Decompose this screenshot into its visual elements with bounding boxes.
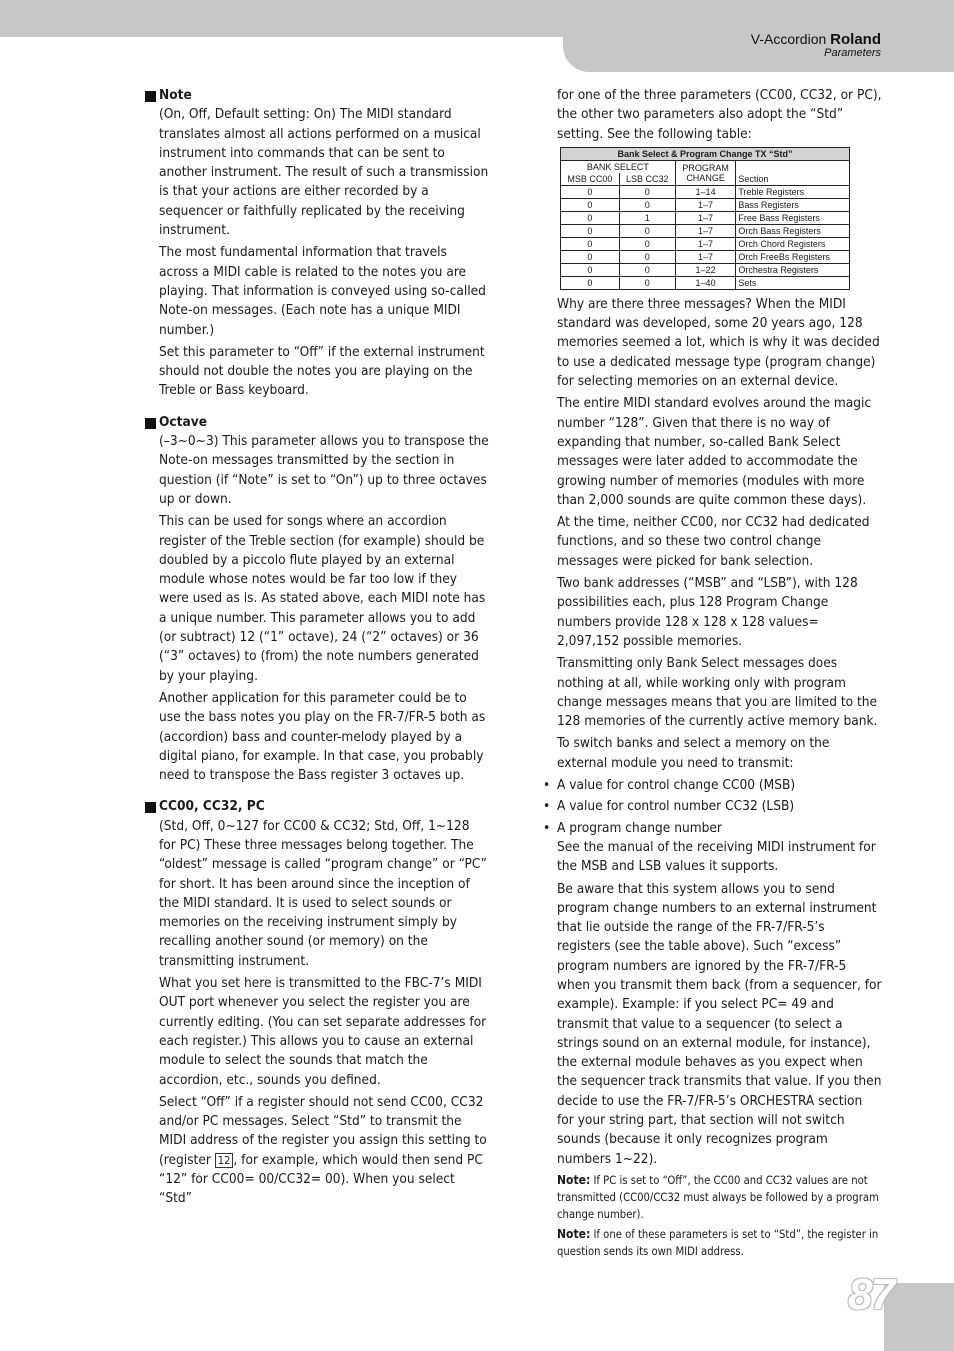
note: Note: If PC is set to “Off”, the CC00 and CC32 values are not transmitted (CC00/CC32 must always be followed by a program change number). <box>557 1172 879 1221</box>
table-row <box>561 185 850 198</box>
table-cell-lsb: 0 <box>619 185 675 198</box>
table-caption: Bank Select & Program Change TX “Std” <box>561 147 850 160</box>
table-cell-section: Orchestra Registers <box>736 263 850 276</box>
paragraph: Two bank addresses (“MSB” and “LSB”), with 128 possibilities each, plus 128 Program Change numbers provide 128 x 128 x 128 values= 2,097,152 possible memories. <box>557 575 858 649</box>
table-cell-section: Free Bass Registers <box>736 211 850 224</box>
square-bullet-icon <box>145 802 156 813</box>
table-cell-pc: 1–22 <box>675 263 736 276</box>
paragraph: (Std, Off, 0~127 for CC00 & CC32; Std, Off, 1~128 for PC) These three messages belong together. The “oldest” message is called “program change” or “PC” for short. It has been around since the inception of the MIDI standard. It is used to select sounds or memories on the receiving instrument simply by recalling another sound (or memory) on the transmitting instrument. <box>159 817 488 969</box>
table-cell-lsb: 0 <box>619 198 675 211</box>
list-item: • A value for control number CC32 (LSB) <box>543 798 795 815</box>
col-header-section: Section <box>736 160 850 185</box>
paragraph: To switch banks and select a memory on the external module you need to transmit: <box>557 735 830 771</box>
table-row <box>561 250 850 263</box>
paragraph: for one of the three parameters (CC00, CC32, or PC), the other two parameters also adopt the “Std” setting. See the following table: <box>557 87 882 142</box>
paragraph: (On, Off, Default setting: On) The MIDI standard translates almost all actions performed on a musical instrument into commands that can be sent to another instrument. The result of such a transmission is that your actions are either recorded by a sequencer or faithfully replicated by the receiving instrument. <box>159 106 489 239</box>
table-cell-pc: 1–7 <box>675 211 736 224</box>
list-item: • A program change number <box>543 819 722 836</box>
table-cell-section: Bass Registers <box>736 198 850 211</box>
page-number-box <box>884 1283 954 1351</box>
table-cell-lsb: 0 <box>619 263 675 276</box>
col-header-program-change: PROGRAM CHANGE <box>675 160 736 185</box>
col-header-bank-select: BANK SELECT <box>561 160 676 173</box>
right-column <box>543 86 882 1263</box>
running-header <box>751 31 881 48</box>
paragraph: Transmitting only Bank Select messages does nothing at all, while working only with program change messages means that you are limited to the 128 memories of the currently active memory bank. <box>557 655 878 730</box>
square-bullet-icon <box>145 91 156 102</box>
paragraph: What you set here is transmitted to the FBC-7’s MIDI OUT port whenever you select the register you are currently editing. (You can set separate addresses for each register.) This allows you to cause an external module to select the sounds that match the accordion, etc., sounds you defined. <box>159 975 487 1088</box>
table-cell-section: Orch Bass Registers <box>736 224 850 237</box>
paragraph: The most fundamental information that travels across a MIDI cable is related to the notes you are playing. That information is conveyed using so-called Note-on messages. (Each note has a unique MIDI number.) <box>159 244 486 338</box>
paragraph: Be aware that this system allows you to send program change numbers to an external instrument that lie outside the range of the FR-7/FR-5’s registers (see the table above). Such “excess” program numbers are ignored by the FR-7/FR-5 when you transmit them back (from a sequencer, for example). Example: if you select PC= 49 and transmit that value to a sequencer (to select a strings sound on an external module, for instance), the external module behaves as you expect when the sequencer track transmits that value. If you then decide to use the FR-7/FR-5’s ORCHESTRA section for your string part, that section will not switch sounds (because it only recognizes program numbers 1~22). <box>557 880 882 1167</box>
table-cell-pc: 1–7 <box>675 237 736 250</box>
note: Note: If one of these parameters is set to “Std”, the register in question sends its own MIDI address. <box>557 1226 879 1258</box>
table-cell-section: Orch FreeBs Registers <box>736 250 850 263</box>
paragraph: (–3~0~3) This parameter allows you to transpose the Note-on messages transmitted by the section in question (if “Note” is set to “On”) up to three octaves up or down. <box>159 433 489 507</box>
table-cell-pc: 1–7 <box>675 198 736 211</box>
paragraph: Set this parameter to “Off” if the external instrument should not double the notes you are playing on the Treble or Bass keyboard. <box>159 343 485 399</box>
paragraph: Another application for this parameter could be to use the bass notes you play on the FR-7/FR-5 both as (accordion) bass and counter-melody played by a digital piano, for example. In that case, you probably need to transpose the Bass register 3 octaves up. <box>159 689 486 784</box>
section-name: Parameters <box>824 47 881 59</box>
table-cell-pc: 1–14 <box>675 185 736 198</box>
table-cell-msb: 0 <box>561 237 620 250</box>
table-cell-section: Orch Chord Registers <box>736 237 850 250</box>
square-bullet-icon <box>145 418 156 429</box>
table-cell-section: Treble Registers <box>736 185 850 198</box>
paragraph: Select “Off” if a register should not send CC00, CC32 and/or PC messages. Select “Std” to transmit the MIDI address of the register you assign this setting to (register 12 , for example, which would then send PC “12” for CC00= 00/CC32= 00). When you select “Std” <box>159 1093 487 1207</box>
table-cell-lsb: 0 <box>619 224 675 237</box>
paragraph: The entire MIDI standard evolves around the magic number “128”. Given that there is no way of expanding that number, so-called Bank Select messages were later added to accommodate the growing number of memories (modules with more than 2,000 sounds are quite common these days). <box>557 395 872 508</box>
table-cell-lsb: 1 <box>619 211 675 224</box>
table-cell-lsb: 0 <box>619 237 675 250</box>
table-cell-msb: 0 <box>561 224 620 237</box>
table-row <box>561 224 850 237</box>
list-item: • A value for control change CC00 (MSB) <box>543 777 796 794</box>
table-cell-pc: 1–40 <box>675 276 736 289</box>
paragraph: Why are there three messages? When the MIDI standard was developed, some 20 years ago, 128 memories seemed a lot, which is why it was decided to use a dedicated message type (program change) for selecting memories on an external device. <box>557 295 880 390</box>
col-header-lsb: LSB CC32 <box>619 173 675 186</box>
table-cell-msb: 0 <box>561 263 620 276</box>
table-cell-lsb: 0 <box>619 250 675 263</box>
heading-octave: Octave <box>144 413 489 432</box>
register-number-box: 12 <box>215 1153 234 1168</box>
table-cell-pc: 1–7 <box>675 224 736 237</box>
table-row <box>561 237 850 250</box>
table-row <box>561 263 850 276</box>
table-row <box>561 276 850 289</box>
table-cell-msb: 0 <box>561 198 620 211</box>
bank-select-table <box>560 147 850 290</box>
table-cell-pc: 1–7 <box>675 250 736 263</box>
table-row <box>561 198 850 211</box>
left-column <box>144 86 489 1212</box>
col-header-msb: MSB CC00 <box>561 173 620 186</box>
paragraph: At the time, neither CC00, nor CC32 had dedicated functions, and so these two control change messages were picked for bank selection. <box>557 514 870 569</box>
table-cell-section: Sets <box>736 276 850 289</box>
table-cell-msb: 0 <box>561 250 620 263</box>
table-cell-msb: 0 <box>561 185 620 198</box>
brand-logo: Roland <box>830 31 881 48</box>
paragraph: See the manual of the receiving MIDI instrument for the MSB and LSB values it supports. <box>557 838 876 875</box>
heading-cc00-cc32-pc: CC00, CC32, PC <box>144 797 489 816</box>
table-cell-msb: 0 <box>561 276 620 289</box>
product-name: V-Accordion <box>750 31 827 47</box>
page-number: 87 <box>848 1270 893 1319</box>
table-cell-lsb: 0 <box>619 276 675 289</box>
table-row <box>561 211 850 224</box>
paragraph: This can be used for songs where an accordion register of the Treble section (for example) should be doubled by a piccolo flute played by an external module whose notes would be far too low if they were used as is. As stated above, each MIDI note has a unique number. This parameter allows you to add (or subtract) 12 (“1” octave), 24 (“2” octaves) or 36 (“3” octaves) to (from) the note numbers generated by your playing. <box>159 513 486 684</box>
table-cell-msb: 0 <box>561 211 620 224</box>
heading-note: Note <box>144 86 489 105</box>
